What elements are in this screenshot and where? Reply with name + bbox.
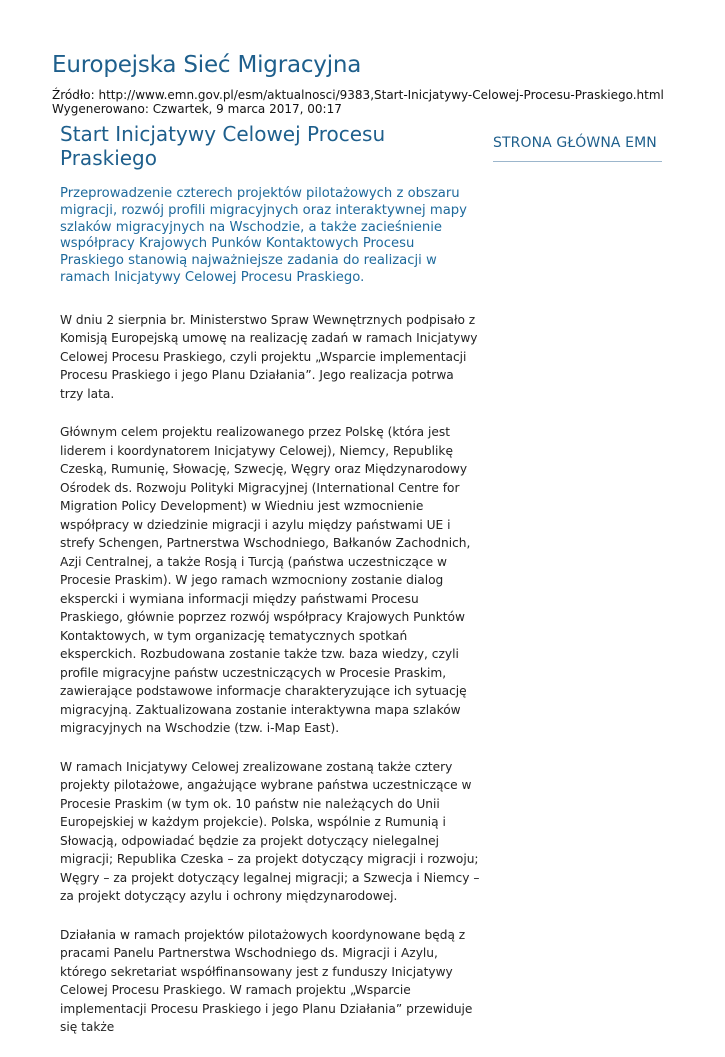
source-line: Źródło: http://www.emn.gov.pl/esm/aktualnosci/9383,Start-Inicjatywy-Celowej-Procesu-Praskiego.html bbox=[52, 88, 664, 102]
article bbox=[60, 122, 480, 1057]
document-meta bbox=[52, 88, 664, 116]
sidebar bbox=[493, 132, 662, 162]
generated-line: Wygenerowano: Czwartek, 9 marca 2017, 00:17 bbox=[52, 102, 342, 116]
site-title: Europejska Sieć Migracyjna bbox=[52, 52, 362, 78]
home-link[interactable]: STRONA GŁÓWNA EMN bbox=[493, 135, 657, 151]
article-body bbox=[60, 311, 480, 1037]
article-title: Start Inicjatywy Celowej Procesu Praskiego bbox=[60, 122, 386, 170]
article-paragraph: Działania w ramach projektów pilotażowych koordynowane będą z pracami Panelu Partnerstwa Wschodniego ds. Migracji i Azylu, którego sekretariat współfinansowany jest z funduszy Inicjatywy Celowej Procesu Praskiego. W ramach projektu „Wsparcie implementacji Procesu Praskiego i jego Planu Działania” przewiduje się także bbox=[60, 927, 473, 1035]
article-paragraph: Głównym celem projektu realizowanego przez Polskę (która jest liderem i koordynatorem Inicjatywy Celowej), Niemcy, Republikę Czeską, Rumunię, Słowację, Szwecję, Węgry oraz Międzynarodowy Ośrodek ds. Rozwoju Polityki Migracyjnej (International Centre for Migration Policy Development) w Wiedniu jest wzmocnienie współpracy w dziedzinie migracji i azylu między państwami UE i strefy Schengen, Partnerstwa Wschodniego, Bałkanów Zachodnich, Azji Centralnej, a także Rosją i Turcją (państwa uczestniczące w Procesie Praskim). W jego ramach wzmocniony zostanie dialog ekspercki i wymiana informacji między państwami Procesu Praskiego, głównie poprzez rozwój współpracy Krajowych Punktów Kontaktowych, w tym organizację tematycznych spotkań eksperckich. Rozbudowana zostanie także tzw. baza wiedzy, czyli profile migracyjne państw uczestniczących w Procesie Praskim, zawierające podstawowe informacje charakteryzujące ich sytuację migracyjną. Zaktualizowana zostanie interaktywna mapa szlaków migracyjnych na Wschodzie (tzw. i-Map East). bbox=[60, 425, 471, 736]
article-lead: Przeprowadzenie czterech projektów pilotażowych z obszaru migracji, rozwój profili migracyjnych oraz interaktywnej mapy szlaków migracyjnych na Wschodzie, a także zacieśnienie współpracy Krajowych Punków Kontaktowych Procesu Praskiego stanowią najważniejsze zadania do realizacji w ramach Inicjatywy Celowej Procesu Praskiego. bbox=[60, 186, 467, 285]
article-paragraph: W ramach Inicjatywy Celowej zrealizowane zostaną także cztery projekty pilotażowe, angażujące wybrane państwa uczestniczące w Procesie Praskim (w tym ok. 10 państw nie należących do Unii Europejskiej w każdym projekcie). Polska, wspólnie z Rumunią i Słowacją, odpowiadać będzie za projekt dotyczący nielegalnej migracji; Republika Czeska – za projekt dotyczący migracji i rozwoju; Węgry – za projekt dotyczący legalnej migracji; a Szwecja i Niemcy – za projekt dotyczący azylu i ochrony międzynarodowej. bbox=[60, 759, 480, 904]
article-paragraph: W dniu 2 sierpnia br. Ministerstwo Spraw Wewnętrznych podpisało z Komisją Europejską umowę na realizację zadań w ramach Inicjatywy Celowej Procesu Praskiego, czyli projektu „Wsparcie implementacji Procesu Praskiego i jego Planu Działania”. Jego realizacja potrwa trzy lata. bbox=[60, 312, 478, 401]
